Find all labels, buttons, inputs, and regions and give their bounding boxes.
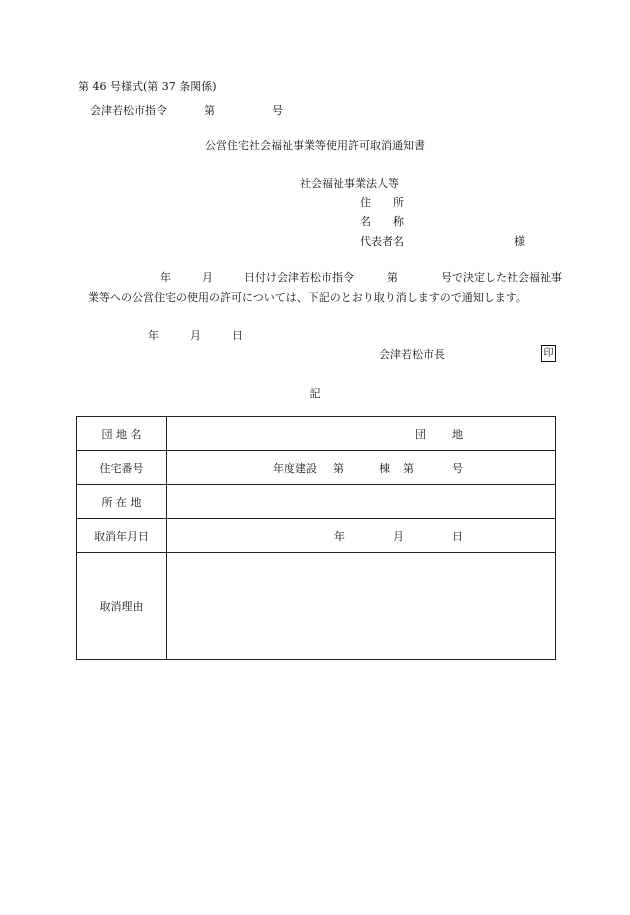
row-value [167, 519, 556, 553]
order-go: 号 [272, 104, 283, 117]
cancel-year: 年 [334, 529, 345, 543]
housing-part-5: 号 [452, 461, 463, 475]
seal-box: 印 [541, 345, 556, 362]
order-prefix: 会津若松市指令 [90, 104, 167, 117]
body-year: 年 [160, 271, 171, 284]
housing-part-4: 第 [403, 461, 414, 475]
row-label: 団 地 名 [77, 417, 167, 451]
danchi-part-1: 団 [415, 427, 426, 441]
issuer-mayor: 会津若松市長 [379, 348, 445, 361]
order-dai: 第 [204, 104, 215, 117]
row-value [167, 451, 556, 485]
table-row [77, 519, 556, 553]
form-number: 第 46 号様式(第 37 条関係) [78, 80, 217, 93]
body-dai: 第 [387, 271, 398, 284]
document-title: 公営住宅社会福祉事業等使用許可取消通知書 [205, 139, 425, 152]
body-end: 号で決定した社会福祉事 [441, 271, 562, 284]
body-rest: 日付け会津若松市指令 [244, 271, 354, 284]
order-number-line [90, 104, 283, 118]
issue-day: 日 [232, 329, 243, 342]
table-row [77, 451, 556, 485]
body-line-1 [160, 271, 562, 285]
row-label: 取消理由 [77, 553, 167, 660]
row-value [167, 553, 556, 660]
row-label: 所 在 地 [77, 485, 167, 519]
housing-part-2: 第 [333, 461, 344, 475]
body-month: 月 [202, 271, 213, 284]
row-label: 住宅番号 [77, 451, 167, 485]
recipient-corp-label: 社会福祉事業法人等 [300, 177, 399, 190]
issue-date [148, 329, 243, 343]
recipient-representative-label: 代表者名 [360, 235, 404, 248]
body-line-2: 業等への公営住宅の使用の許可については、下記のとおり取り消しますので通知します。 [88, 291, 527, 304]
table-row [77, 417, 556, 451]
row-value [167, 417, 556, 451]
issue-month: 月 [190, 329, 201, 342]
row-value [167, 485, 556, 519]
record-table [76, 416, 556, 660]
recipient-address-label: 住 所 [360, 196, 404, 209]
recipient-name-label: 名 称 [360, 215, 404, 228]
table-row [77, 553, 556, 660]
cancel-day: 日 [452, 529, 463, 543]
ki-heading: 記 [309, 387, 321, 400]
cancel-month: 月 [393, 529, 404, 543]
housing-part-3: 棟 [379, 461, 390, 475]
housing-part-1: 年度建設 [273, 461, 317, 475]
danchi-part-2: 地 [452, 427, 463, 441]
recipient-honorific: 様 [514, 235, 525, 248]
issue-year: 年 [148, 329, 159, 342]
table-row [77, 485, 556, 519]
row-label: 取消年月日 [77, 519, 167, 553]
